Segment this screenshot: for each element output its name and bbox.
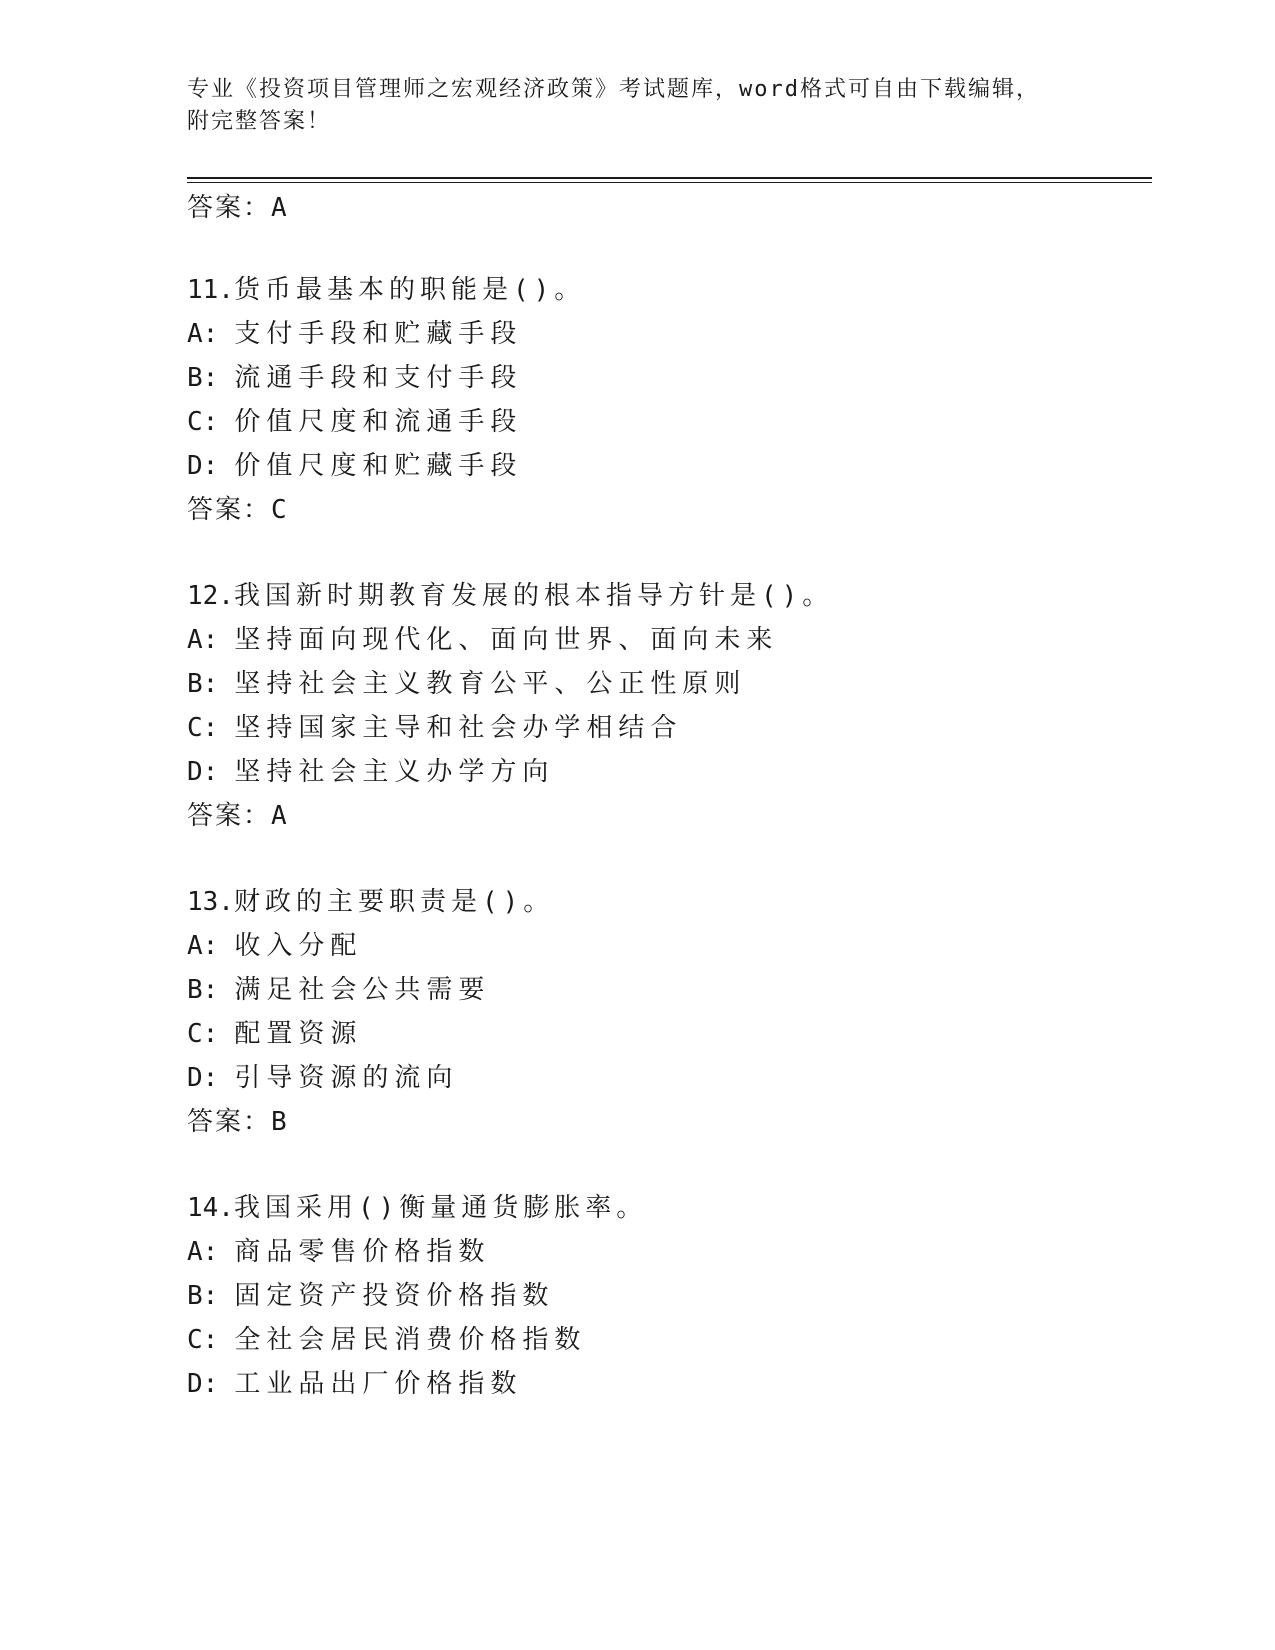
- option-text: 工业品出厂价格指数: [234, 1369, 523, 1399]
- question-text: 财政的主要职责是()。: [233, 887, 555, 917]
- option-letter: C:: [187, 1325, 219, 1355]
- option-letter: D:: [187, 451, 219, 481]
- option-letter: C:: [187, 1019, 219, 1049]
- option-text: 固定资产投资价格指数: [234, 1281, 555, 1311]
- option-letter: A:: [187, 1237, 219, 1267]
- option-letter: A:: [187, 931, 219, 961]
- header-line-2: 附完整答案！: [187, 109, 332, 134]
- option-letter: C:: [187, 713, 219, 743]
- question-13-option-b: [187, 972, 490, 1008]
- option-letter: B:: [187, 363, 219, 393]
- question-11-option-c: [187, 404, 522, 440]
- option-letter: D:: [187, 1063, 219, 1093]
- answer-label: 答案：: [187, 1107, 272, 1137]
- option-letter: A:: [187, 625, 219, 655]
- document-header: [187, 74, 1087, 138]
- option-text: 流通手段和支付手段: [234, 363, 523, 393]
- question-number: 13.: [187, 887, 234, 917]
- option-text: 坚持社会主义办学方向: [234, 757, 555, 787]
- question-13: [187, 884, 554, 920]
- question-number: 12.: [187, 581, 234, 611]
- option-letter: B:: [187, 1281, 219, 1311]
- question-12-option-a: [187, 622, 778, 658]
- option-text: 全社会居民消费价格指数: [234, 1325, 587, 1355]
- question-11-option-a: [187, 316, 522, 352]
- question-12-option-b: [187, 666, 746, 702]
- header-divider-thick: [187, 177, 1152, 179]
- question-text: 我国新时期教育发展的根本指导方针是()。: [233, 581, 834, 611]
- question-text: 我国采用()衡量通货膨胀率。: [233, 1193, 648, 1223]
- option-text: 商品零售价格指数: [234, 1237, 491, 1267]
- question-14-option-d: [187, 1366, 522, 1402]
- answer-value: A: [271, 193, 288, 223]
- option-letter: B:: [187, 975, 219, 1005]
- answer-label: 答案：: [187, 801, 272, 831]
- answer-previous: [187, 190, 288, 226]
- question-12-answer: [187, 798, 288, 834]
- question-11: [187, 272, 585, 308]
- question-number: 14.: [187, 1193, 234, 1223]
- option-letter: D:: [187, 1369, 219, 1399]
- option-text: 引导资源的流向: [234, 1063, 459, 1093]
- question-11-option-d: [187, 448, 522, 484]
- question-13-option-a: [187, 928, 362, 964]
- question-14: [187, 1190, 647, 1226]
- question-14-option-b: [187, 1278, 554, 1314]
- answer-value: C: [271, 495, 288, 525]
- question-14-option-c: [187, 1322, 586, 1358]
- answer-label: 答案：: [187, 193, 272, 223]
- question-13-option-d: [187, 1060, 458, 1096]
- question-14-option-a: [187, 1234, 490, 1270]
- question-13-answer: [187, 1104, 288, 1140]
- question-number: 11.: [187, 275, 234, 305]
- option-text: 收入分配: [234, 931, 363, 961]
- option-text: 坚持社会主义教育公平、公正性原则: [234, 669, 747, 699]
- option-text: 价值尺度和流通手段: [234, 407, 523, 437]
- question-11-option-b: [187, 360, 522, 396]
- option-text: 价值尺度和贮藏手段: [234, 451, 523, 481]
- option-text: 坚持国家主导和社会办学相结合: [234, 713, 683, 743]
- question-text: 货币最基本的职能是()。: [233, 275, 586, 305]
- question-13-option-c: [187, 1016, 362, 1052]
- option-letter: B:: [187, 669, 219, 699]
- option-text: 支付手段和贮藏手段: [234, 319, 523, 349]
- header-line-1: 专业《投资项目管理师之宏观经济政策》考试题库，word格式可自由下载编辑，: [187, 77, 1040, 102]
- option-letter: A:: [187, 319, 219, 349]
- answer-value: A: [271, 801, 288, 831]
- question-11-answer: [187, 492, 288, 528]
- option-text: 满足社会公共需要: [234, 975, 491, 1005]
- answer-value: B: [271, 1107, 288, 1137]
- answer-label: 答案：: [187, 495, 272, 525]
- question-12: [187, 578, 833, 614]
- option-text: 配置资源: [234, 1019, 363, 1049]
- question-12-option-c: [187, 710, 682, 746]
- option-letter: D:: [187, 757, 219, 787]
- option-letter: C:: [187, 407, 219, 437]
- question-12-option-d: [187, 754, 554, 790]
- header-divider-thin: [187, 182, 1152, 183]
- option-text: 坚持面向现代化、面向世界、面向未来: [234, 625, 779, 655]
